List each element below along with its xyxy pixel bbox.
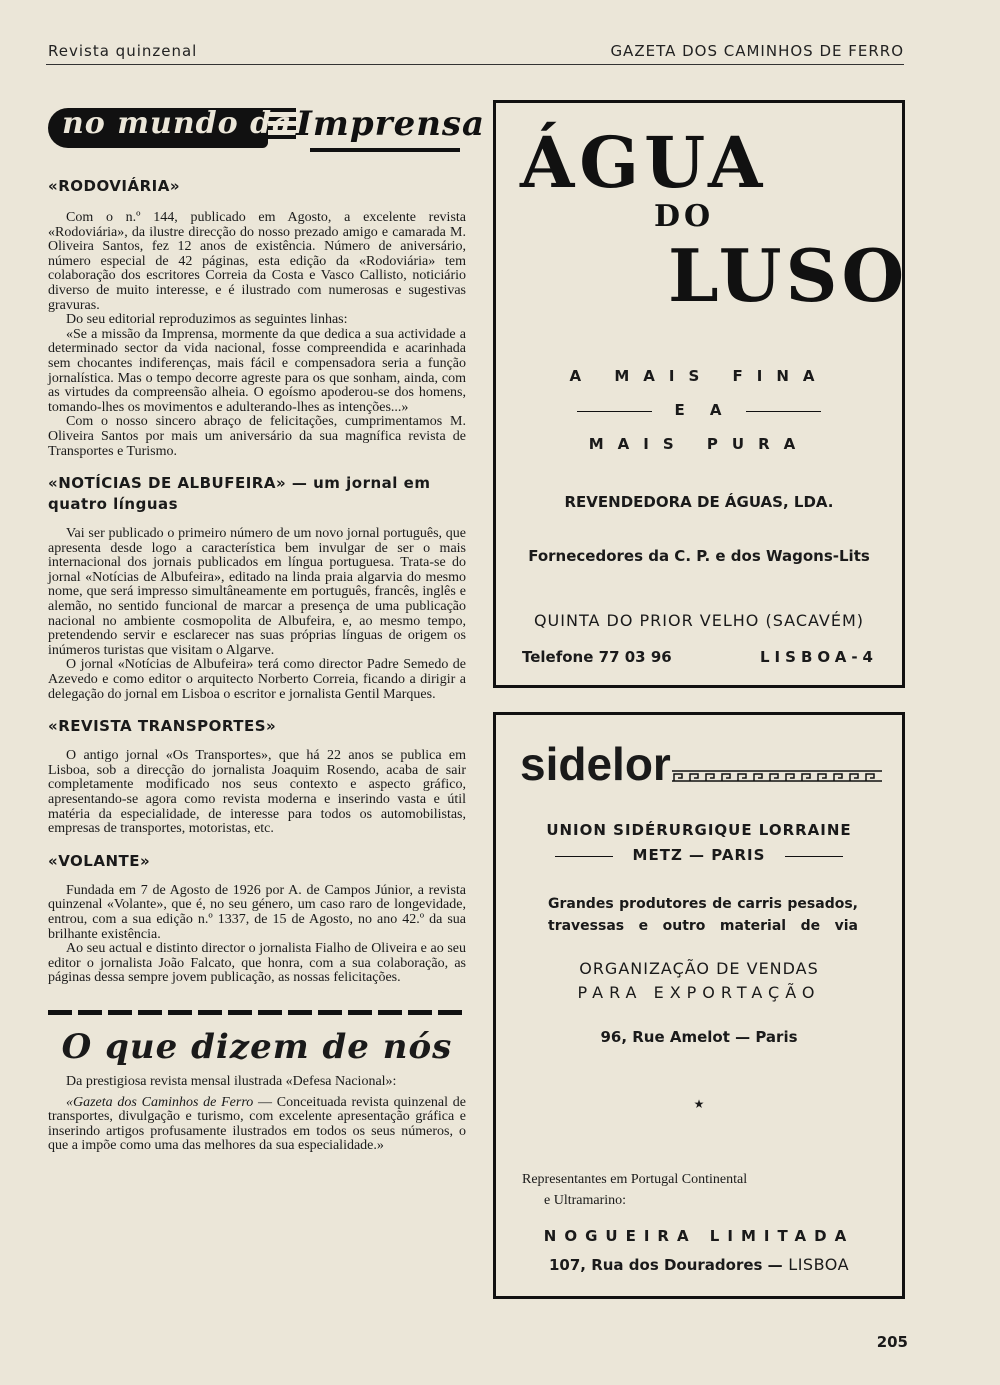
ad-address: QUINTA DO PRIOR VELHO (SACAVÉM) (533, 611, 865, 630)
section-title: «RODOVIÁRIA» (48, 177, 181, 195)
ad-phone: Telefone 77 03 96 (522, 648, 672, 666)
closing-quote-rest: — Conceituada revista quinzenal de transportes, divulgação e turismo, com excelente apresentação gráfica e inserindo artigos profusamente ilustrados em todos os seus números, o que a impõe como uma das melhores da sua especialidade.» (48, 1094, 466, 1154)
sidelor-products: Grandes produtores de carris pesados, travessas e outro material de via (548, 896, 858, 934)
sidelor-org-1: ORGANIZAÇÃO DE VENDAS (579, 959, 819, 978)
rule-left (555, 856, 613, 857)
closing-intro: Da prestigiosa revista mensal ilustrada «Defesa Nacional»: (66, 1073, 397, 1089)
page-number: 205 (876, 1333, 908, 1351)
ad-supplier: Fornecedores da C. P. e dos Wagons-Lits (528, 547, 870, 565)
paragraph: Fundada em 7 de Agosto de 1926 por A. de Campos Júnior, a revista quinzenal «Volante», que é, no seu género, um caso raro de longevidade, entrou, com a sua edição n.º 1337, de 15 de Agosto, no ano 42.º da sua brilhante existência. (48, 882, 466, 942)
paragraph: Do seu editorial reproduzimos as seguintes linhas: (66, 312, 348, 328)
section-title: «REVISTA TRANSPORTES» (48, 717, 277, 736)
paragraph: O antigo jornal «Os Transportes», que há 22 anos se publica em Lisboa, sob a direcção do jornalista Joaquim Rosendo, acaba de sair completamente modificado nos seus contexto e aspecto gráfico, apresentando-se agora como revista moderna e inserindo vasta e útil matéria da especialidade, de interesse para todos os automobilistas, empresas de transportes, motoristas, etc. (48, 748, 466, 837)
header-rule (46, 64, 904, 65)
agent-address-bold: 107, Rua dos Douradores — (548, 1256, 783, 1274)
tagline-2: E A (674, 401, 732, 419)
sidelor-brand: sidelor (520, 738, 671, 790)
sidelor-agent-address (496, 1255, 902, 1275)
banner-script-1: no mundo da (62, 106, 293, 141)
running-header-left: Revista quinzenal (48, 42, 198, 60)
section-title: «VOLANTE» (48, 851, 151, 870)
rule-right (746, 411, 821, 412)
ad-line-do: DO (654, 199, 715, 234)
rule-right (785, 856, 843, 857)
closing-title: O que dizem de nós (61, 1026, 453, 1067)
agent-city: LISBOA (782, 1255, 850, 1274)
paragraph: «Se a missão da Imprensa, mormente da que dedica a sua actividade a determinado sector da vida nacional, fosse compreendida e acarinhada sem chocantes indiferenças, mais fácil e compensadora seria a função jornalística. Mas o tempo decorre agreste para os que sonham, ainda, com as virtudes da compreensão alheia. O egoísmo apoderou-se dos homens, tomando-lhes os movimentos e adulterando-lhes as intenções...» (48, 326, 466, 415)
ad-company: REVENDEDORA DE ÁGUAS, LDA. (564, 493, 834, 511)
greek-key-ornament (672, 769, 882, 783)
sidelor-reps-2: e Ultramarino: (544, 1193, 627, 1208)
agua-do-luso-ad (493, 100, 909, 688)
sidelor-company: UNION SIDÉRURGIQUE LORRAINE (546, 821, 852, 839)
closing-quote-italic: «Gazeta dos Caminhos de Ferro (66, 1094, 254, 1110)
paragraph: Ao seu actual e distinto director o jornalista Fialho de Oliveira e ao seu editor o jornalista João Falcato, que honra, com a sua colaboração, as páginas dessa sempre jovem publicação, as nossas felicitações. (48, 941, 466, 986)
ad-city: LISBOA-4 (760, 648, 878, 666)
paragraph: Com o n.º 144, publicado em Agosto, a excelente revista «Rodoviária», da ilustre direcção do nosso prezado amigo e camarada M. Oliveira Santos, fez 12 anos de existência. Número de aniversário, número especial de 42 páginas, esta edição da «Rodoviária» tem colaboração dos escritores Correia da Costa e Vasco Callisto, noticiário diverso de muito interesse, e é ilustrado com numerosas e sugestivas gravuras. (48, 210, 466, 313)
column-banner (48, 100, 486, 158)
tagline-1: A MAIS FINA (569, 367, 829, 385)
tagline-3: MAIS PURA (588, 435, 810, 453)
sidelor-org-2: PARA EXPORTAÇÃO (577, 983, 821, 1002)
running-header-right: GAZETA DOS CAMINHOS DE FERRO (610, 42, 904, 60)
sidelor-location: METZ — PARIS (632, 846, 766, 864)
ad-line-luso: LUSO (668, 233, 909, 318)
sidelor-address: 96, Rue Amelot — Paris (600, 1028, 798, 1046)
sidelor-location-row (496, 846, 902, 865)
press-column (48, 100, 486, 1154)
closing-quote (48, 1096, 466, 1154)
star-icon: ★ (693, 1097, 705, 1111)
paragraph: Com o nosso sincero abraço de felicitações, cumprimentamos M. Oliveira Santos por mais um aniversário da sua magnífica revista de Transportes e Turismo. (48, 414, 466, 459)
tagline-2-row (496, 401, 902, 420)
rule-left (577, 411, 652, 412)
sidelor-reps: Representantes em Portugal Continental (522, 1172, 748, 1187)
paragraph: Vai ser publicado o primeiro número de um novo jornal português, que apresenta desde logo a característica bem invulgar de ser o mais internacional dos jornais publicados em língua portuguesa. Trata-se do jornal «Notícias de Albufeira», editado na linda praia algarvia do mesmo nome, que será impresso simultâneamente em português, francês, inglês e alemão, no sentido funcional de marcar a presença de uma publicação nacional no ambiente cosmopolita de Albufeira, e, ao mesmo tempo, pretendendo servir e esclarecer nas suas próprias línguas de origem os inúmeros turistas que visitam o Algarve. (48, 526, 466, 658)
ad-line-agua: ÁGUA (520, 121, 768, 204)
sidelor-ad (493, 712, 905, 1299)
sidelor-agent: NOGUEIRA LIMITADA (543, 1227, 855, 1245)
section-title: «NOTÍCIAS DE ALBUFEIRA» — um jornal em quatro línguas (48, 474, 431, 514)
paragraph: O jornal «Notícias de Albufeira» terá como director Padre Semedo de Azevedo e como editor o arquitecto Norberto Correia, ficando a dirigir a delegação do jornal em Lisboa o escritor e jornalista Gentil Marques. (48, 657, 466, 702)
banner-script-2: Imprensa (296, 104, 486, 144)
banner-underline (310, 148, 460, 152)
